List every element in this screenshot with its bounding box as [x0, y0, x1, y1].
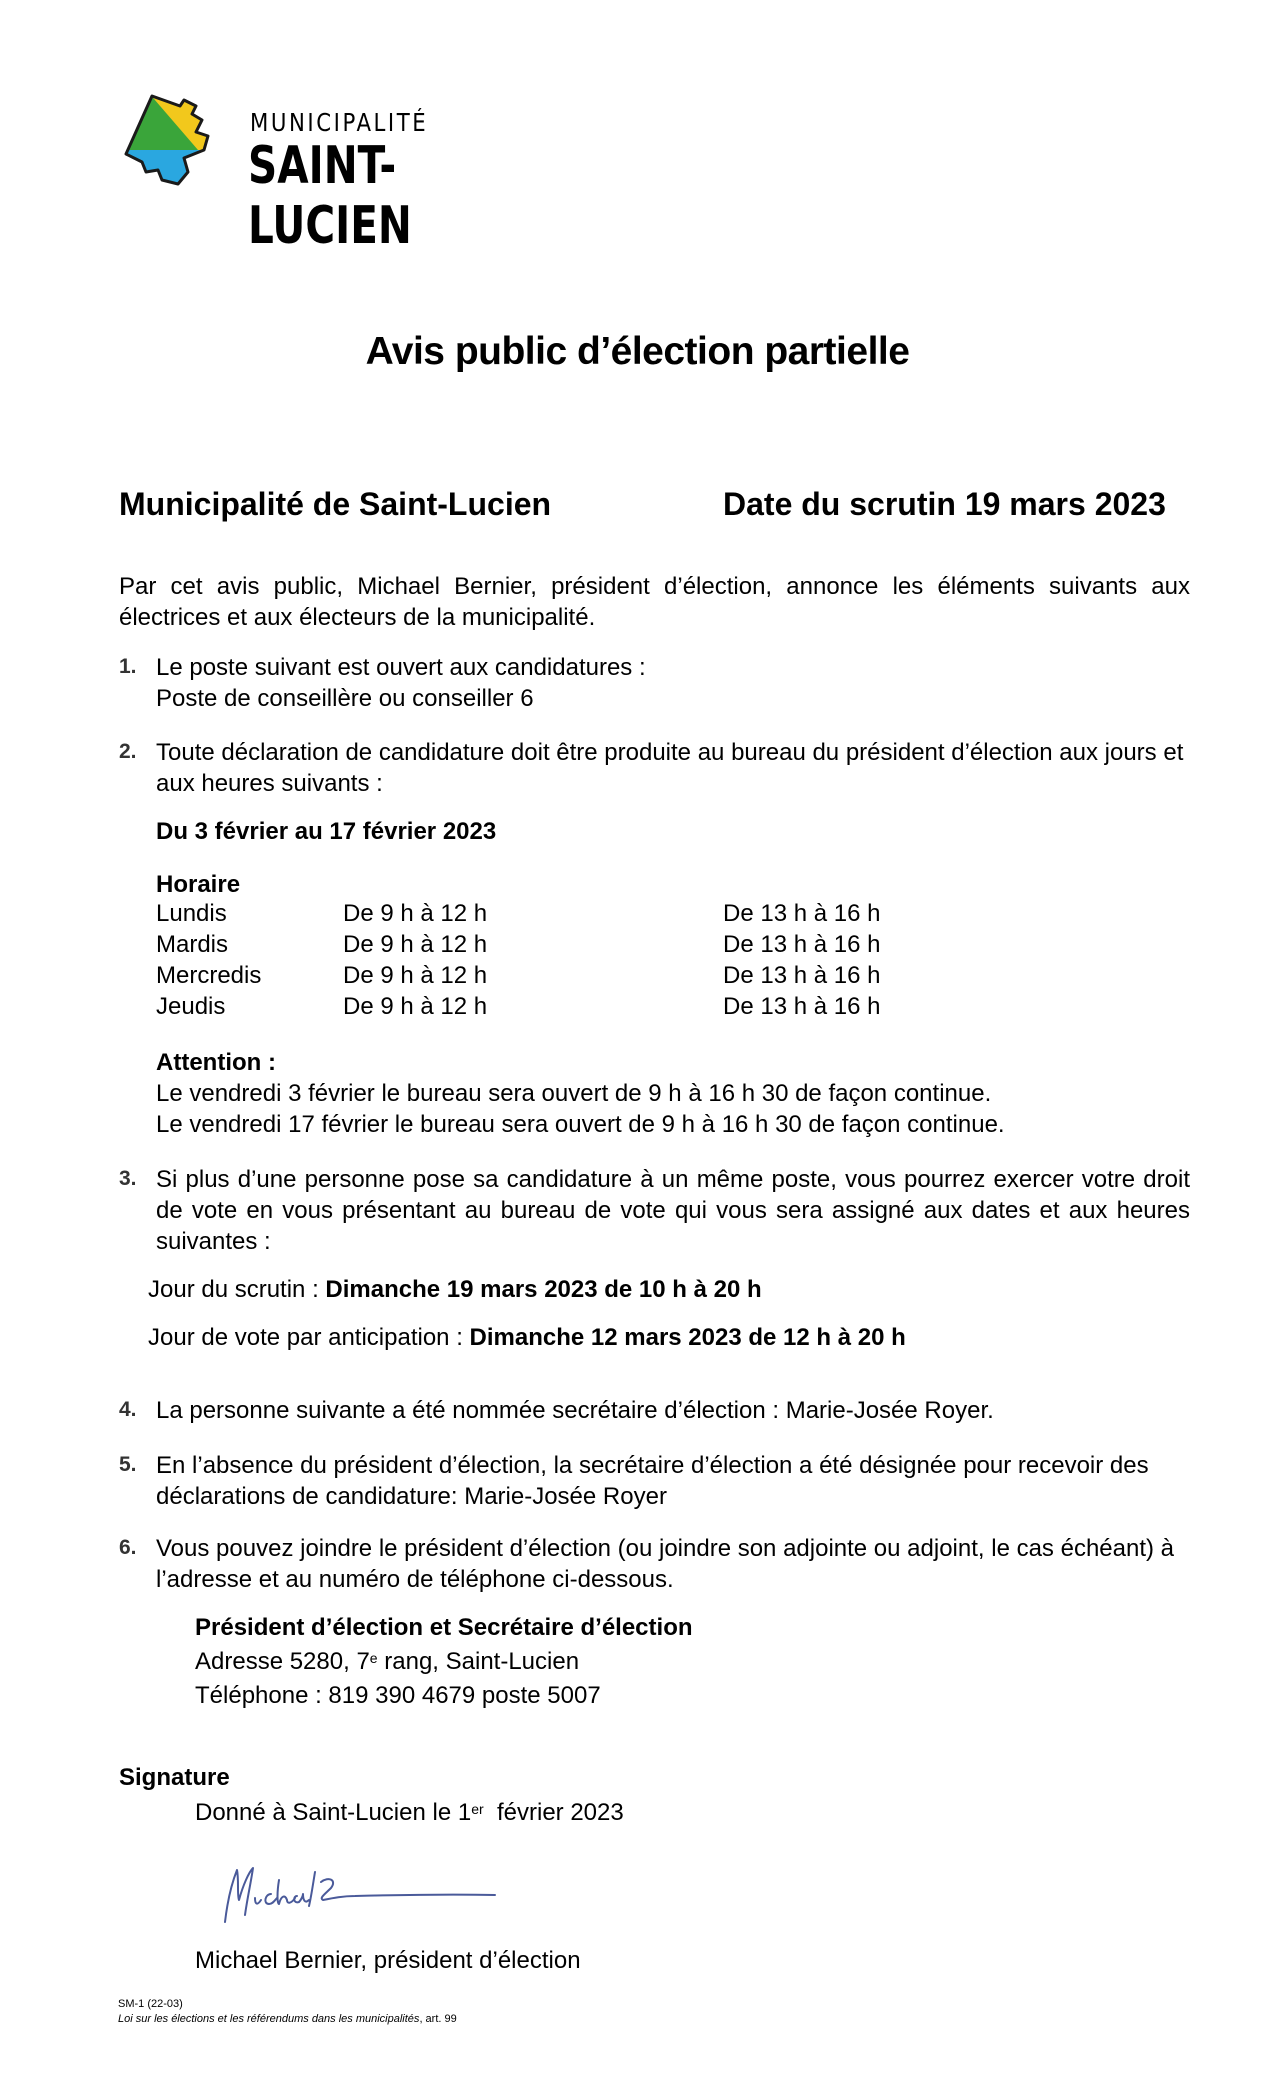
attention-heading: Attention : — [156, 1049, 276, 1076]
intro-paragraph: Par cet avis public, Michael Bernier, président d’élection, annonce les éléments suivants aux électrices et aux électeurs de la municipalité. — [119, 573, 1190, 631]
contact-heading: Président d’élection et Secrétaire d’élection — [195, 1614, 693, 1641]
given-date: février 2023 — [483, 1799, 624, 1826]
law-title: Loi sur les élections et les référendums dans les municipalités — [118, 2013, 420, 2025]
schedule-morning-hours: De 9 h à 12 h — [343, 900, 488, 927]
election-day-value: Dimanche 19 mars 2023 de 10 h à 20 h — [325, 1276, 762, 1303]
logo-subtitle: MUNICIPALITÉ — [250, 108, 429, 137]
schedule-morning-hours: De 9 h à 12 h — [343, 993, 488, 1020]
schedule-table — [156, 900, 956, 1024]
municipality-logo — [122, 92, 522, 256]
item-1-line: Le poste suivant est ouvert aux candidatures : — [156, 654, 646, 681]
contact-address — [195, 1646, 579, 1677]
schedule-row — [156, 900, 956, 931]
item-2-text: Toute déclaration de candidature doit être produite au bureau du président d’élection aux jours et aux heures suivants : — [156, 739, 1184, 797]
handwritten-signature — [215, 1860, 515, 1930]
contact-phone: Téléphone : 819 390 4679 poste 5007 — [195, 1682, 601, 1709]
schedule-afternoon-hours: De 13 h à 16 h — [723, 962, 881, 989]
address-superscript: e — [369, 1650, 378, 1666]
schedule-day: Mercredis — [156, 962, 262, 989]
logo-title: SAINT-LUCIEN — [248, 136, 412, 256]
given-text: Donné à Saint-Lucien le 1 — [195, 1799, 472, 1826]
schedule-morning-hours: De 9 h à 12 h — [343, 962, 488, 989]
item-3-text: Si plus d’une personne pose sa candidature à un même poste, vous pourrez exercer votre droit de vote en vous présentant au bureau de vote qui vous sera assigné aux dates et aux heures suivantes : — [156, 1166, 1190, 1255]
schedule-afternoon-hours: De 13 h à 16 h — [723, 900, 881, 927]
attention-line: Le vendredi 17 février le bureau sera ouvert de 9 h à 16 h 30 de façon continue. — [156, 1111, 1005, 1138]
schedule-afternoon-hours: De 13 h à 16 h — [723, 993, 881, 1020]
item-5-text: En l’absence du président d’élection, la secrétaire d’élection a été désignée pour recevoir des déclarations de candidature: Marie-Josée Royer — [156, 1452, 1149, 1510]
election-day-label: Jour du scrutin : — [148, 1276, 326, 1303]
item-number: 4. — [119, 1398, 137, 1421]
signature-given — [195, 1797, 624, 1828]
signer-name: Michael Bernier, président d’élection — [195, 1947, 581, 1974]
given-superscript: er — [471, 1801, 484, 1817]
law-article: , art. 99 — [419, 2013, 457, 2025]
form-code: SM-1 (22-03) — [118, 1998, 183, 2010]
vote-date: Date du scrutin 19 mars 2023 — [723, 486, 1166, 522]
item-number: 2. — [119, 740, 137, 763]
item-4-text: La personne suivante a été nommée secrétaire d’élection : Marie-Josée Royer. — [156, 1397, 994, 1424]
address-text: Adresse 5280, 7 — [195, 1648, 370, 1675]
address-text-end: rang, Saint-Lucien — [377, 1648, 580, 1675]
item-1-text — [156, 652, 646, 714]
schedule-row — [156, 993, 956, 1024]
schedule-heading: Horaire — [156, 871, 241, 898]
item-number: 3. — [119, 1167, 137, 1190]
schedule-day: Mardis — [156, 931, 229, 958]
item-number: 6. — [119, 1536, 137, 1559]
advance-vote-label: Jour de vote par anticipation : — [148, 1324, 470, 1351]
schedule-afternoon-hours: De 13 h à 16 h — [723, 931, 881, 958]
schedule-day: Lundis — [156, 900, 227, 927]
schedule-day: Jeudis — [156, 993, 226, 1020]
law-reference — [118, 2013, 457, 2025]
advance-vote-day — [148, 1322, 906, 1353]
advance-vote-value: Dimanche 12 mars 2023 de 12 h à 20 h — [469, 1324, 906, 1351]
item-1-position: Poste de conseillère ou conseiller 6 — [156, 685, 534, 712]
schedule-morning-hours: De 9 h à 12 h — [343, 931, 488, 958]
schedule-row — [156, 962, 956, 993]
candidacy-period: Du 3 février au 17 février 2023 — [156, 818, 497, 845]
item-number: 5. — [119, 1453, 137, 1476]
election-day — [148, 1274, 762, 1305]
signature-heading: Signature — [119, 1764, 230, 1791]
item-number: 1. — [119, 655, 137, 678]
page-title: Avis public d’élection partielle — [365, 330, 910, 373]
municipality-name: Municipalité de Saint-Lucien — [119, 486, 552, 522]
schedule-row — [156, 931, 956, 962]
item-6-text: Vous pouvez joindre le président d’élection (ou joindre son adjointe ou adjoint, le cas échéant) à l’adresse et au numéro de téléphone ci-dessous. — [156, 1535, 1175, 1593]
attention-line: Le vendredi 3 février le bureau sera ouvert de 9 h à 16 h 30 de façon continue. — [156, 1080, 992, 1107]
puzzle-piece-icon — [122, 92, 234, 192]
